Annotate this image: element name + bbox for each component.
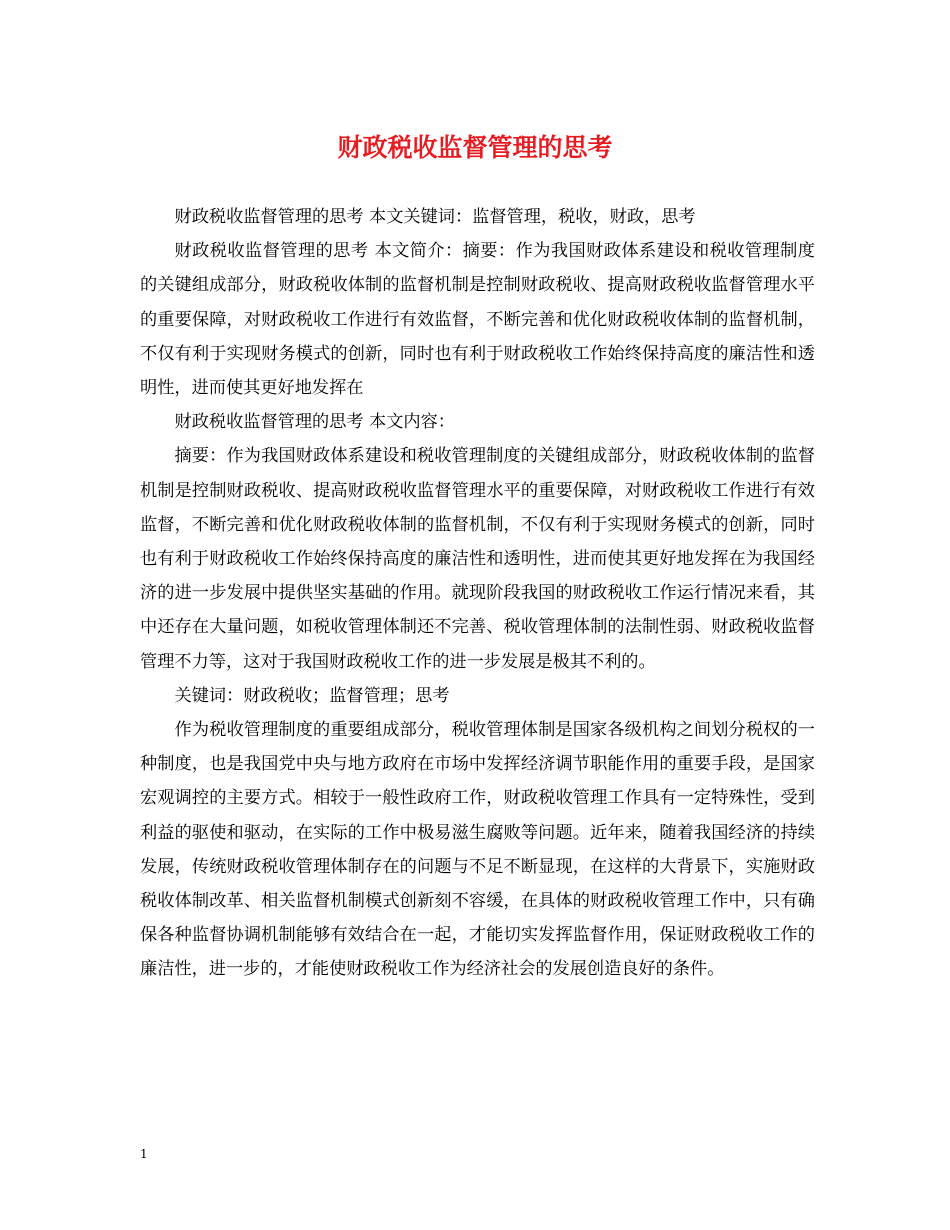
paragraph-abstract: 摘要：作为我国财政体系建设和税收管理制度的关键组成部分，财政税收体制的监督机制是控制财政税收、提高财政税收监督管理水平的重要保障，对财政税收工作进行有效监督，不断完善和优化财政税收体制的监督机制，不仅有利于实现财务模式的创新，同时也有利于财政税收工作始终保持高度的廉洁性和透明性，进而使其更好地发挥在为我国经济的进一步发展中提供坚实基础的作用。就现阶段我国的财政税收工作运行情况来看，其中还存在大量问题，如税收管理体制还不完善、税收管理体制的法制性弱、财政税收监督管理不力等，这对于我国财政税收工作的进一步发展是极其不利的。 xyxy=(140,446,815,672)
paragraph-introduction: 作为税收管理制度的重要组成部分，税收管理体制是国家各级机构之间划分税权的一种制度，也是我国党中央与地方政府在市场中发挥经济调节职能作用的重要手段，是国家宏观调控的主要方式。相较于一般性政府工作，财政税收管理工作具有一定特殊性，受到利益的驱使和驱动，在实际的工作中极易滋生腐败等问题。近年来，随着我国经济的持续发展，传统财政税收管理体制存在的问题与不足不断显现，在这样的大背景下，实施财政税收体制改革、相关监督机制模式创新刻不容缓，在具体的财政税收管理工作中，只有确保各种监督协调机制能够有效结合在一起，才能切实发挥监督作用，保证财政税收工作的廉洁性，进一步的，才能使财政税收工作为经济社会的发展创造良好的条件。 xyxy=(140,720,815,980)
paragraph-keywords-line: 财政税收监督管理的思考 本文关键词：监督管理，税收，财政，思考 xyxy=(174,207,696,227)
paragraph-content-heading: 财政税收监督管理的思考 本文内容： xyxy=(174,412,455,433)
document-body xyxy=(140,200,815,987)
paragraph-keywords: 关键词：财政税收；监督管理；思考 xyxy=(174,685,450,706)
document-title: 财政税收监督管理的思考 xyxy=(337,133,613,162)
paragraph-summary: 财政税收监督管理的思考 本文简介：摘要：作为我国财政体系建设和税收管理制度的关键组成部分，财政税收体制的监督机制是控制财政税收、提高财政税收监督管理水平的重要保障，对财政税收工作进行有效监督，不断完善和优化财政税收体制的监督机制，不仅有利于实现财务模式的创新，同时也有利于财政税收工作始终保持高度的廉洁性和透明性，进而使其更好地发挥在 xyxy=(140,241,815,399)
page-number: 1 xyxy=(140,1147,148,1161)
